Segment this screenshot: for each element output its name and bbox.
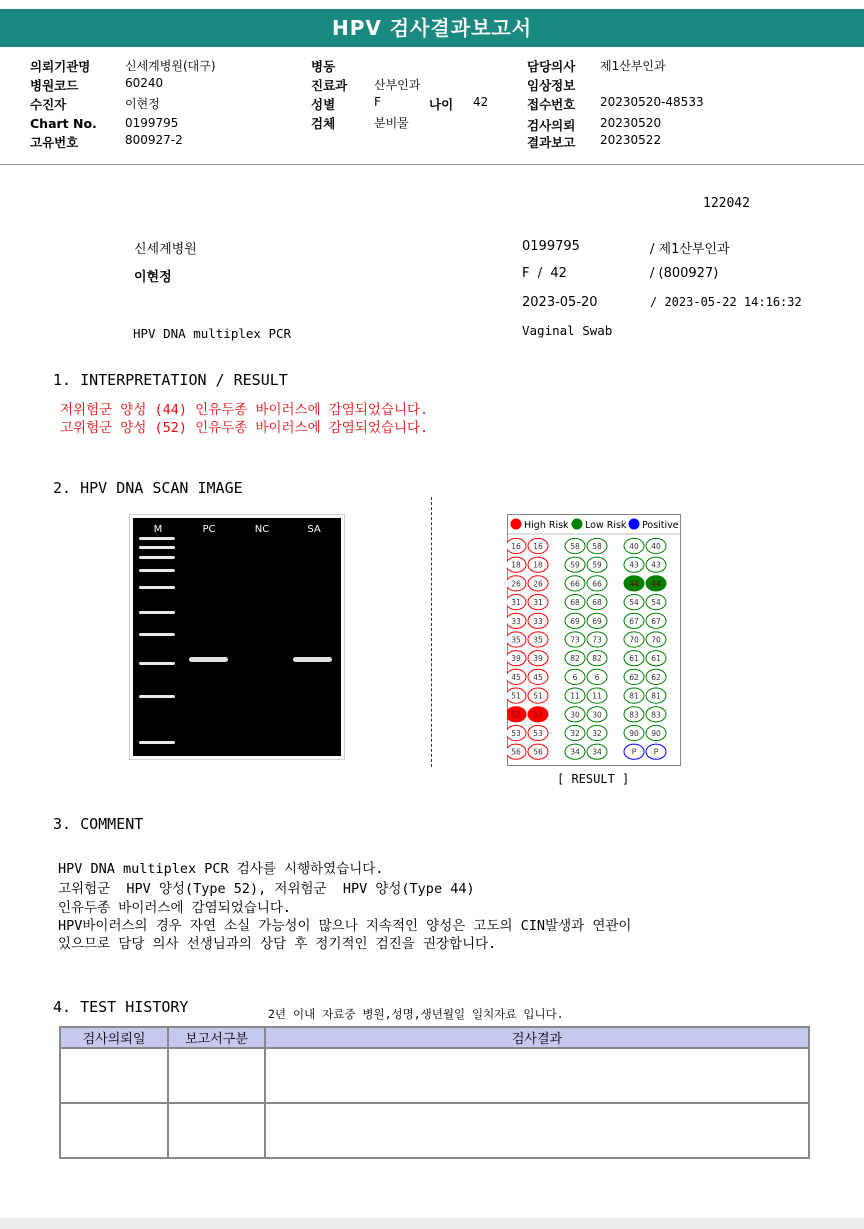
chip-label-30: 30 [570,710,580,720]
legend-positive-dot [629,519,640,530]
label-hospital-code: 병원코드 [30,78,79,93]
label-clinical-info: 임상정보 [527,78,576,93]
history-cell [265,1103,809,1158]
report-birth: / (800927) [650,266,719,281]
value-report-date: 20230522 [600,133,662,147]
report-hospital: 신세계병원 [134,242,197,257]
chip-label-45: 45 [533,672,543,682]
chip-label-11: 11 [592,691,602,701]
value-request-date: 20230520 [600,116,662,130]
value-patient: 이현정 [125,97,160,111]
chip-label-6: 6 [572,672,578,682]
chip-label-54: 54 [629,598,639,608]
report-sex-age: F / 42 [522,266,567,281]
report-test-name: HPV DNA multiplex PCR [133,326,292,341]
value-department: 산부인과 [374,78,421,92]
chip-label-82: 82 [592,654,602,664]
chip-label-31: 31 [533,598,543,608]
value-age: 42 [473,95,489,109]
label-unique-no: 고유번호 [30,135,79,150]
legend-low-dot [572,519,583,530]
chip-label-66: 66 [592,579,602,589]
chip-label-35: 35 [533,635,543,645]
label-chart-no: Chart No. [30,116,97,131]
chip-label-58: 58 [592,542,602,551]
legend-high-label: High Risk [524,520,569,531]
chip-label-45: 45 [511,672,521,682]
test-history-table [59,1026,810,1159]
chip-label-73: 73 [570,635,580,645]
chip-label-39: 39 [511,654,521,664]
chip-label-43: 43 [651,560,661,570]
table-row [60,1048,809,1103]
chip-label-90: 90 [629,729,639,738]
gel-lane-m-label: M [153,524,163,535]
marker-band [139,662,175,665]
chip-label-43: 43 [629,560,639,570]
marker-band [139,537,175,540]
chip-label-83: 83 [629,710,639,720]
history-cell [168,1103,265,1158]
value-unique-no: 800927-2 [125,133,183,147]
value-receipt-no: 20230520-48533 [600,95,704,109]
hpv-type-chip [507,514,681,766]
chip-label-56: 56 [511,747,521,757]
chip-label-90: 90 [651,729,661,738]
chip-label-32: 32 [570,729,580,738]
chip-label-62: 62 [629,672,639,682]
chip-label-52: 52 [533,710,543,720]
chip-label-53: 53 [511,729,521,738]
report-code: 122042 [703,196,750,211]
chip-label-33: 33 [511,616,521,626]
chip-label-52: 52 [511,710,521,720]
label-age: 나이 [429,97,454,112]
section1-title: 1. INTERPRETATION / RESULT [53,371,288,389]
legend-low-label: Low Risk [585,520,627,531]
value-hospital-code: 60240 [125,76,164,90]
label-sex: 성별 [311,97,336,112]
table-row [60,1103,809,1158]
history-header-row [60,1027,809,1048]
section3-title: 3. COMMENT [53,815,144,833]
chip-label-26: 26 [511,579,521,589]
value-chart-no: 0199795 [125,116,179,130]
chip-label-56: 56 [533,747,543,757]
chip-label-39: 39 [533,654,543,664]
chip-label-82: 82 [570,654,580,664]
marker-band [139,546,175,549]
comment-line-1: HPV DNA multiplex PCR 검사를 시행하였습니다. [58,861,384,877]
chip-label-33: 33 [533,616,543,626]
pc-band [189,657,228,662]
gel-lane-sa-label: SA [307,524,321,535]
chip-label-18: 18 [511,560,521,570]
report-patient-name: 이현정 [134,270,172,285]
report-collect-date: 2023-05-20 [522,295,598,310]
header-divider [0,164,864,165]
page-bottom-margin [0,1218,864,1229]
chip-label-18: 18 [533,560,543,570]
label-request-date: 검사의뢰 [527,118,576,133]
history-cell [265,1048,809,1103]
report-specimen: Vaginal Swab [522,323,613,338]
marker-band [139,569,175,572]
chip-label-44: 44 [651,579,661,589]
chip-label-59: 59 [592,560,602,570]
value-specimen: 분비물 [374,116,409,130]
history-cell [60,1048,168,1103]
chip-label-P: P [631,747,637,757]
chip-label-58: 58 [570,542,580,551]
chip-label-68: 68 [592,598,602,608]
chip-label-83: 83 [651,710,661,720]
section4-title: 4. TEST HISTORY [53,998,189,1016]
chip-label-61: 61 [651,654,661,664]
chip-label-34: 34 [592,747,602,757]
chip-label-34: 34 [570,747,580,757]
label-institution: 의뢰기관명 [30,59,91,74]
result-line-1: 저위험군 양성 (44) 인유두종 바이러스에 감염되었습니다. [60,402,429,418]
legend-high-dot [511,519,522,530]
chip-label-51: 51 [533,691,543,701]
history-cell [168,1048,265,1103]
chip-label-66: 66 [570,579,580,589]
chip-label-62: 62 [651,672,661,682]
chip-label-6: 6 [594,672,600,682]
chip-label-67: 67 [651,616,661,626]
comment-line-4: HPV바이러스의 경우 자연 소실 가능성이 많으나 지속적인 양성은 고도의 CIN발생과 연관이 [58,918,632,934]
marker-band [139,611,175,614]
chip-label-73: 73 [592,635,602,645]
chip-label-35: 35 [511,635,521,645]
chip-label-69: 69 [570,616,580,626]
chip-label-44: 44 [629,579,639,589]
chip-label-30: 30 [592,710,602,720]
legend-positive-label: Positive [642,520,679,531]
chip-label-68: 68 [570,598,580,608]
label-doctor: 담당의사 [527,59,576,74]
chip-label-59: 59 [570,560,580,570]
label-ward: 병동 [311,59,336,74]
chip-label-11: 11 [570,691,580,701]
chip-label-61: 61 [629,654,639,664]
comment-line-3: 인유두종 바이러스에 감염되었습니다. [58,900,292,916]
comment-line-2: 고위험군 HPV 양성(Type 52), 저위험군 HPV 양성(Type 44) [58,881,475,897]
marker-band [139,556,175,559]
label-patient: 수진자 [30,97,67,112]
chip-label-54: 54 [651,598,661,608]
history-cell [60,1103,168,1158]
chip-label-P: P [653,747,659,757]
gel-lane-pc-label: PC [202,524,216,535]
chip-label-26: 26 [533,579,543,589]
value-institution: 신세계병원(대구) [125,59,216,73]
label-receipt-no: 접수번호 [527,97,576,112]
chip-label-81: 81 [629,691,639,701]
marker-band [139,695,175,698]
report-department: / 제1산부인과 [650,242,730,257]
chip-label-16: 16 [511,542,521,551]
marker-band [139,586,175,589]
report-title: HPV 검사결과보고서 [0,9,864,47]
sa-band [293,657,332,662]
chip-label-69: 69 [592,616,602,626]
image-divider [431,497,432,767]
marker-band [139,633,175,636]
result-caption: [ RESULT ] [557,772,630,786]
label-specimen: 검체 [311,116,336,131]
chip-label-70: 70 [651,635,661,645]
report-chart-no: 0199795 [522,239,580,254]
marker-band [139,741,175,744]
chip-label-53: 53 [533,729,543,738]
history-col-report-type: 보고서구분 [168,1027,265,1048]
section2-title: 2. HPV DNA SCAN IMAGE [53,479,243,497]
gel-lane-nc-label: NC [254,524,270,535]
chip-label-32: 32 [592,729,602,738]
chip-label-16: 16 [533,542,543,551]
comment-line-5: 있으므로 담당 의사 선생님과의 상담 후 정기적인 검진을 권장합니다. [58,936,497,952]
value-doctor: 제1산부인과 [600,59,666,73]
history-col-request-date: 검사의뢰일 [60,1027,168,1048]
label-report-date: 결과보고 [527,135,576,150]
chip-label-70: 70 [629,635,639,645]
report-datetime: / 2023-05-22 14:16:32 [650,295,802,309]
chip-label-67: 67 [629,616,639,626]
history-col-result: 검사결과 [265,1027,809,1048]
label-department: 진료과 [311,78,348,93]
value-sex: F [374,95,381,109]
result-line-2: 고위험군 양성 (52) 인유두종 바이러스에 감염되었습니다. [60,420,429,436]
chip-label-31: 31 [511,598,521,608]
chip-label-40: 40 [629,542,639,551]
chip-label-51: 51 [511,691,521,701]
chip-label-40: 40 [651,542,661,551]
chip-label-81: 81 [651,691,661,701]
gel-image [129,514,345,760]
history-note: 2년 이내 자료중 병원,성명,생년월일 일치자료 입니다. [268,1007,564,1021]
